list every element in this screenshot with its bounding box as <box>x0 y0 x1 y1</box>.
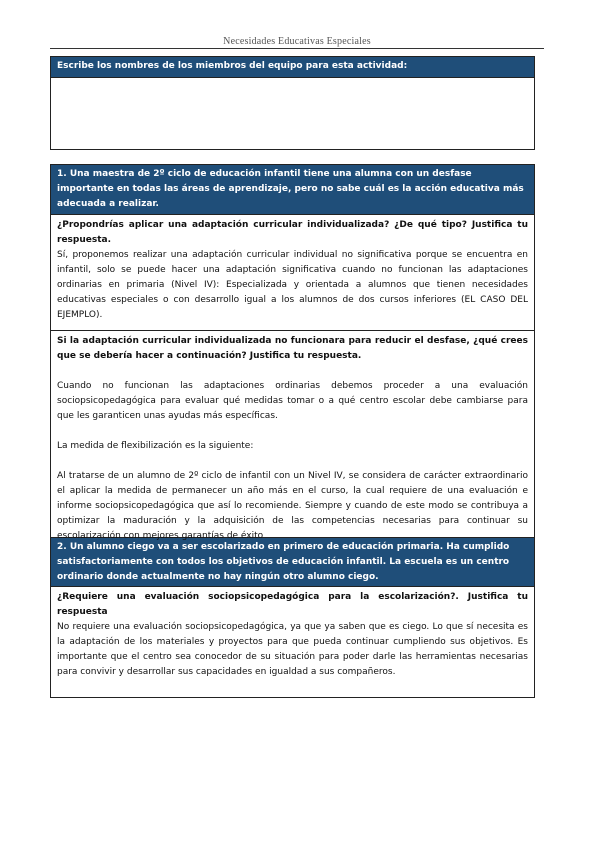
question-1b-cell <box>51 331 534 541</box>
header-rule <box>50 48 544 49</box>
question-2-prompt: ¿Requiere una evaluación sociopsicopedagógica para la escolarización?. Justifica tu respuesta <box>57 592 528 617</box>
question-1b-prompt: Si la adaptación curricular individualizada no funcionara para reducir el desfase, ¿qué crees que se debería hacer a continuación? Justifica tu respuesta. <box>57 336 528 361</box>
question-1a-cell <box>51 215 534 330</box>
question-2-answer: No requiere una evaluación sociopsicopedagógica, ya que ya saben que es ciego. Lo que sí necesita es la adaptación de los materiales y proyectos para que pueda continuar cumpliendo sus objetivos. Es importante que el centro sea conocedor de su situación para poder darle las herramientas necesarias para convivir y desarrollar sus capacidades en igualdad a sus compañeros. <box>57 622 528 677</box>
team-members-box <box>50 56 535 150</box>
question-1a-prompt: ¿Propondrías aplicar una adaptación curricular individualizada? ¿De qué tipo? Justifica tu respuesta. <box>57 220 528 245</box>
question-1b-paragraph-3: Al tratarse de un alumno de 2º ciclo de infantil con un Nivel IV, se considera de carácter extraordinario el aplicar la medida de permanecer un año más en el curso, la cual requiere de una evaluación e informe sociopsicopedagógica que así lo recomiende. Siempre y cuando de este modo se contribuya a optimizar la maduración y la adquisición de las competencias necesarias para continuar su escolarización con mejores garantías de éxito <box>57 471 528 541</box>
team-members-label: Escribe los nombres de los miembros del equipo para esta actividad: <box>51 57 534 78</box>
team-members-input-area[interactable] <box>51 78 534 148</box>
question-1a-answer: Sí, proponemos realizar una adaptación curricular individual no significativa porque se encuentra en infantil, solo se puede hacer una adaptación significativa cuando no funcionan las adaptaciones ordinarias en primaria (Nivel IV): Especializada y orientada a alumnos que tienen necesidades educativas especiales o con desarrollo igual a los alumnos de dos cursos inferiores (EL CASO DEL EJEMPLO). <box>57 250 528 320</box>
activity-box <box>50 164 535 698</box>
question-1b-paragraph-2: La medida de flexibilización es la siguiente: <box>57 441 254 451</box>
question-1-header: 1. Una maestra de 2º ciclo de educación infantil tiene una alumna con un desfase importante en todas las áreas de aprendizaje, pero no sabe cuál es la acción educativa más adecuada a realizar. <box>51 165 534 215</box>
page-header: Necesidades Educativas Especiales <box>223 36 371 47</box>
question-2-header: 2. Un alumno ciego va a ser escolarizado en primero de educación primaria. Ha cumplido satisfactoriamente con todos los objetivos de educación infantil. La escuela es un centro ordinario donde actualmente no hay ningún otro alumno ciego. <box>51 537 534 587</box>
question-2-cell <box>51 587 534 684</box>
question-1b-paragraph-1: Cuando no funcionan las adaptaciones ordinarias debemos proceder a una evaluación sociopsicopedagógica para evaluar qué medidas tomar o a qué centro escolar debe cambiarse para que les garanticen unas ayudas más específicas. <box>57 381 528 421</box>
